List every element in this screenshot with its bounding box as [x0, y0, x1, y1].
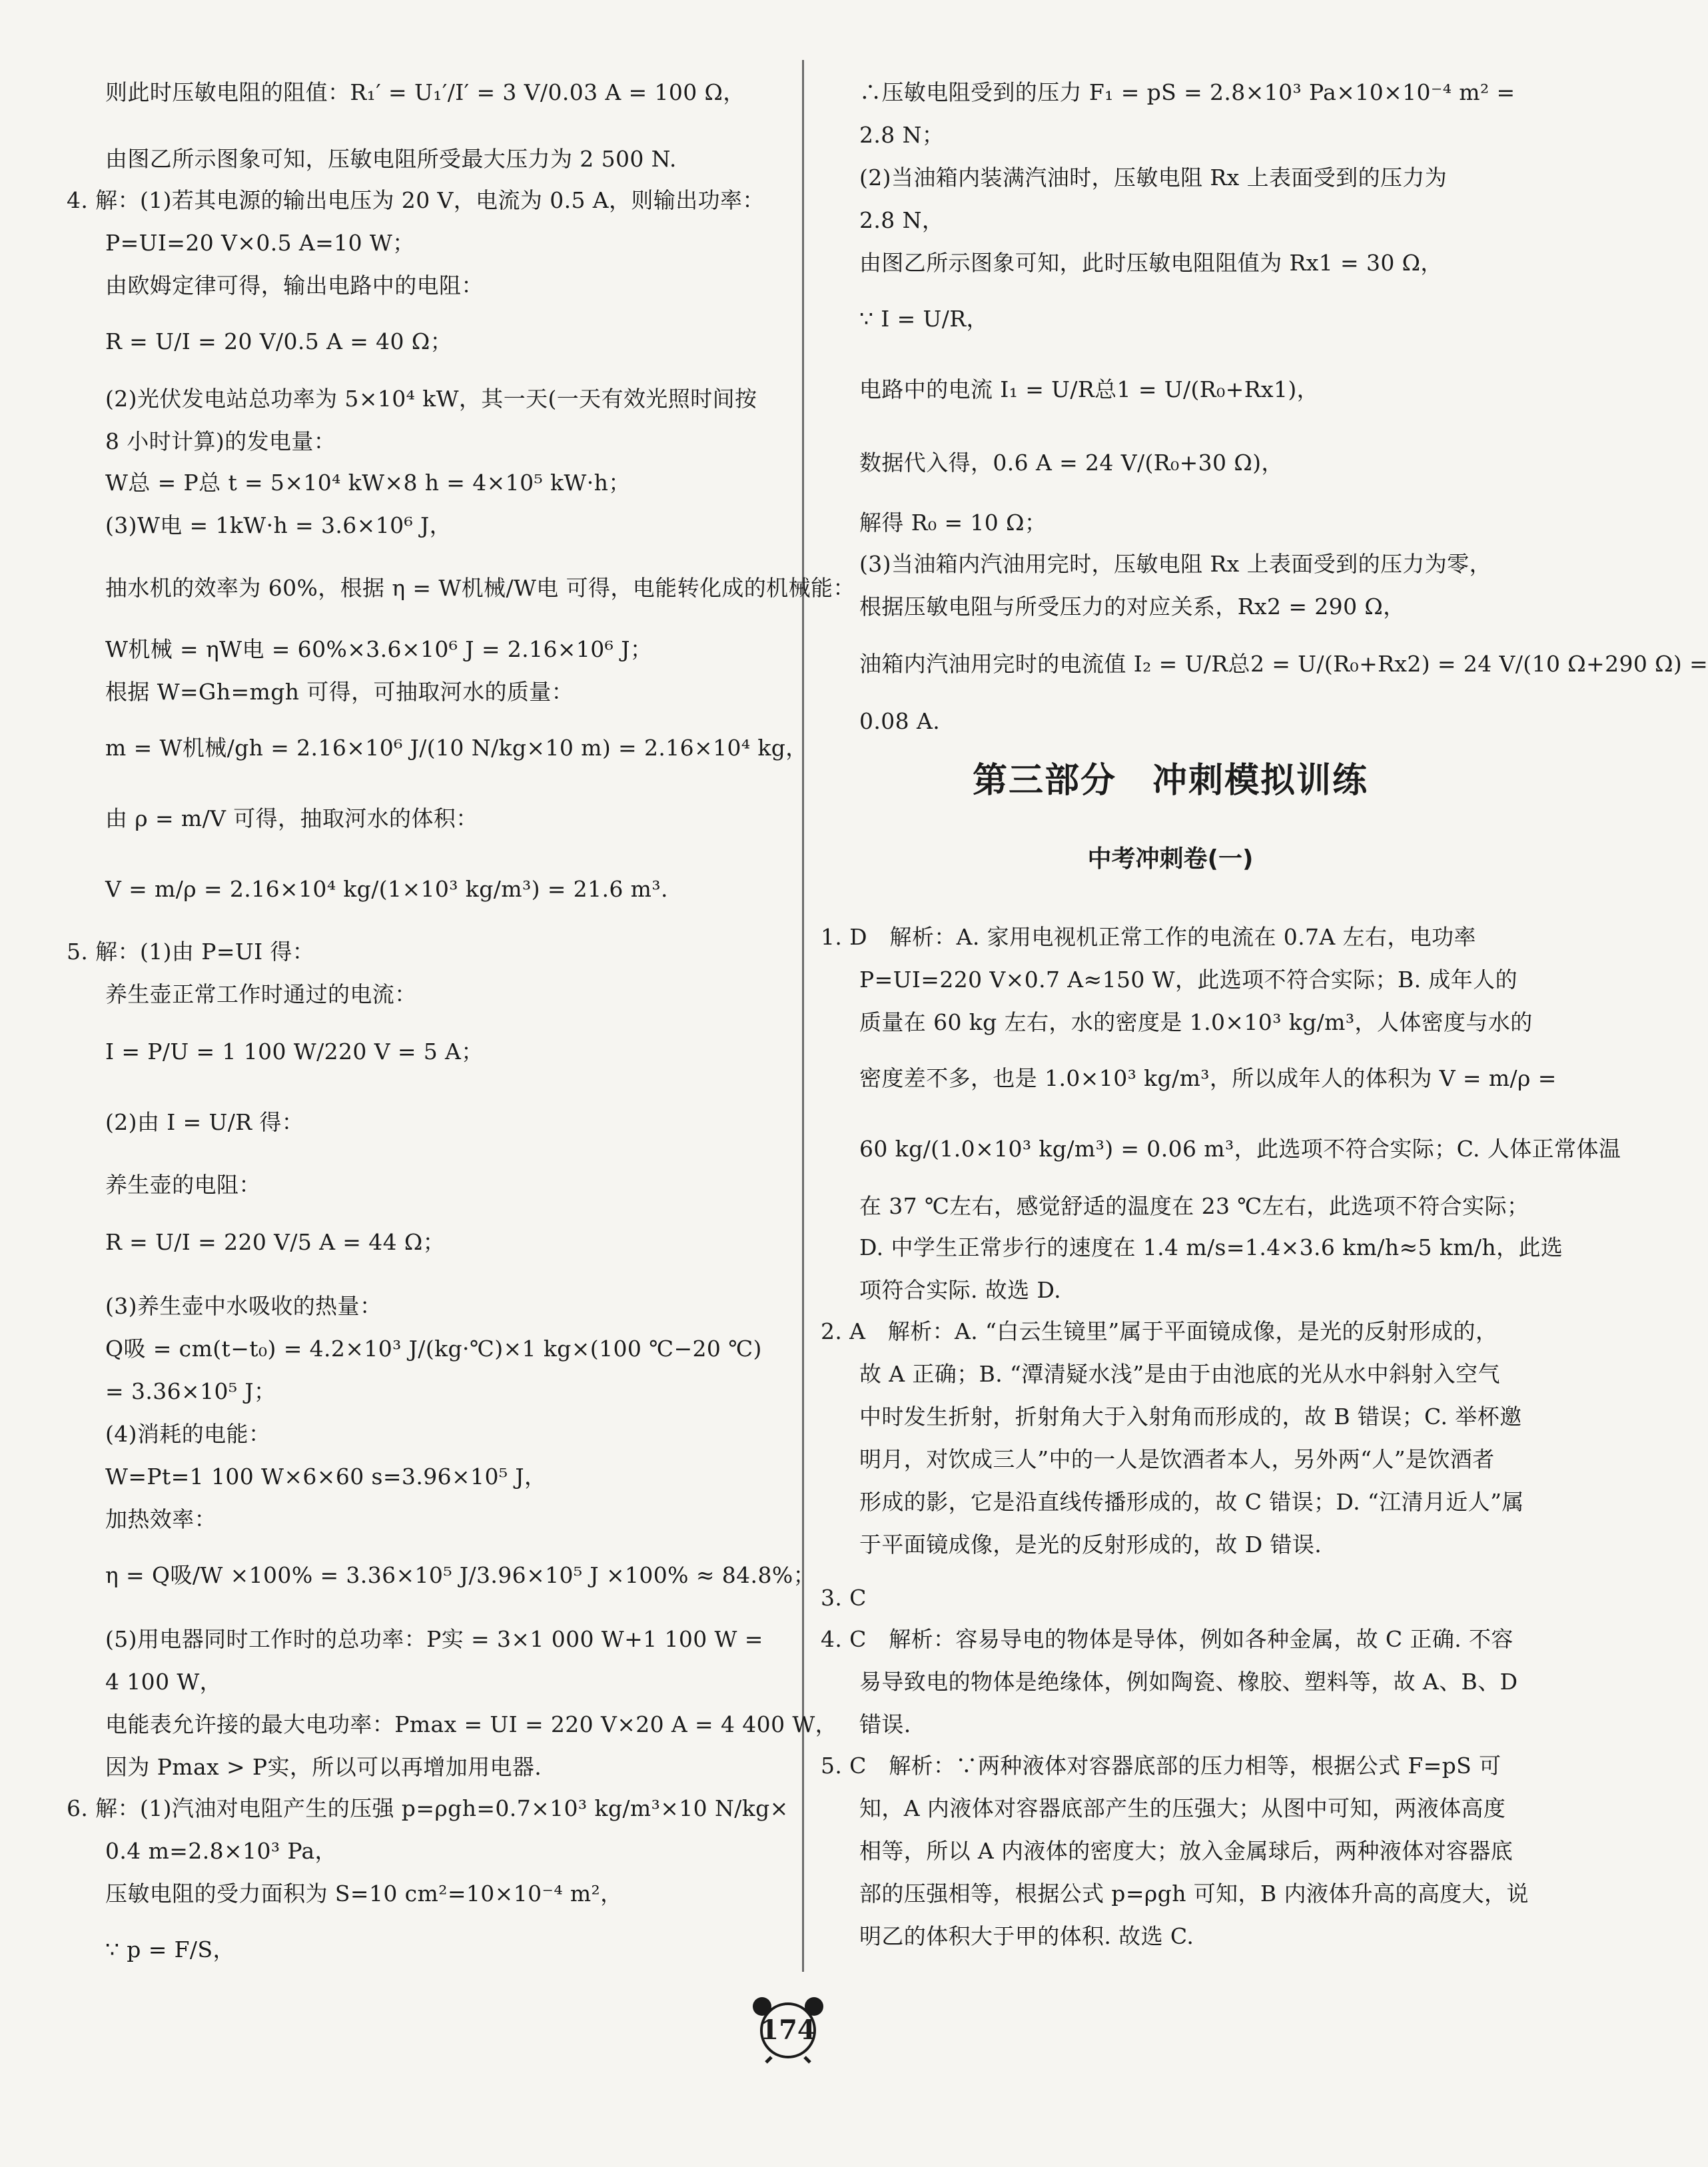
text-line: 2.8 N，	[859, 207, 945, 233]
answer-item: 4. 解：(1)若其电源的输出电压为 20 V，电流为 0.5 A，则输出功率：	[67, 187, 765, 213]
text-line: 养生壶的电阻：	[105, 1172, 261, 1198]
text-line: 中时发生折射，折射角大于入射角而形成的，故 B 错误；C. 举杯邀	[859, 1404, 1522, 1430]
answer-item: 4. C 解析：容易导电的物体是导体，例如各种金属，故 C 正确. 不容	[821, 1626, 1513, 1652]
text-line: 根据 W=Gh=mgh 可得，可抽取河水的质量：	[105, 679, 574, 705]
text-line: 知，A 内液体对容器底部产生的压强大；从图中可知，两液体高度	[859, 1795, 1506, 1821]
text-line: 质量在 60 kg 左右，水的密度是 1.0×10³ kg/m³，人体密度与水的	[859, 1009, 1533, 1035]
text-line: I = P/U = 1 100 W/220 V = 5 A；	[105, 1039, 484, 1065]
text-line: 形成的影，它是沿直线传播形成的，故 C 错误；D. “江清月近人”属	[859, 1489, 1524, 1515]
text-line: P=UI=220 V×0.7 A≈150 W，此选项不符合实际；B. 成年人的	[859, 967, 1517, 993]
text-line: 0.08 A.	[859, 708, 941, 734]
text-line: 由欧姆定律可得，输出电路中的电阻：	[105, 272, 484, 298]
text-line: 数据代入得，0.6 A = 24 V/(R₀+30 Ω)，	[859, 450, 1284, 476]
text-line: m = W机械/gh = 2.16×10⁶ J/(10 N/kg×10 m) = 2.16×10⁴ kg，	[105, 735, 808, 761]
column-divider	[802, 60, 804, 1972]
text-line: (3)W电 = 1kW·h = 3.6×10⁶ J，	[105, 512, 452, 538]
text-line: P=UI=20 V×0.5 A=10 W；	[105, 230, 415, 256]
text-line: 养生壶正常工作时通过的电流：	[105, 981, 417, 1007]
text-line: 故 A 正确；B. “潭清疑水浅”是由于由池底的光从水中斜射入空气	[859, 1361, 1500, 1387]
text-line: 60 kg/(1.0×10³ kg/m³) = 0.06 m³，此选项不符合实际；C. 人体正常体温	[859, 1136, 1621, 1162]
text-line: 0.4 m=2.8×10³ Pa，	[105, 1838, 337, 1864]
text-line: η = Q吸/W ×100% = 3.36×10⁵ J/3.96×10⁵ J ×100% ≈ 84.8%；	[105, 1562, 816, 1588]
text-line: 密度差不多，也是 1.0×10³ kg/m³，所以成年人的体积为 V = m/ρ =	[859, 1065, 1557, 1091]
answer-item: 2. A 解析：A. “白云生镜里”属于平面镜成像，是光的反射形成的，	[821, 1318, 1498, 1344]
text-line: (2)光伏发电站总功率为 5×10⁴ kW，其一天(一天有效光照时间按	[105, 386, 757, 412]
text-line: 项符合实际. 故选 D.	[859, 1277, 1062, 1303]
text-line: W=Pt=1 100 W×6×60 s=3.96×10⁵ J，	[105, 1464, 547, 1490]
text-line: 2.8 N；	[859, 122, 945, 148]
text-line: Q吸 = cm(t−t₀) = 4.2×10³ J/(kg·℃)×1 kg×(100 ℃−20 ℃)	[105, 1336, 762, 1362]
text-line: (3)养生壶中水吸收的热量：	[105, 1293, 382, 1319]
text-line: 明乙的体积大于甲的体积. 故选 C.	[859, 1923, 1194, 1949]
text-line: 由 ρ = m/V 可得，抽取河水的体积：	[105, 805, 478, 831]
text-line: R = U/I = 20 V/0.5 A = 40 Ω；	[105, 328, 452, 354]
text-line: W机械 = ηW电 = 60%×3.6×10⁶ J = 2.16×10⁶ J；	[105, 636, 653, 662]
text-line: ∵ I = U/R，	[859, 306, 989, 332]
text-line: R = U/I = 220 V/5 A = 44 Ω；	[105, 1229, 446, 1255]
text-line: 相等，所以 A 内液体的密度大；放入金属球后，两种液体对容器底	[859, 1838, 1513, 1864]
text-line: 压敏电阻的受力面积为 S=10 cm²=10×10⁻⁴ m²，	[105, 1881, 623, 1907]
text-line: 油箱内汽油用完时的电流值 I₂ = U/R总2 = U/(R₀+Rx2) = 24 V/(10 Ω+290 Ω) =	[859, 651, 1708, 677]
text-line: (5)用电器同时工作时的总功率：P实 = 3×1 000 W+1 100 W =	[105, 1626, 763, 1652]
text-line: 由图乙所示图象可知，压敏电阻所受最大压力为 2 500 N.	[105, 146, 677, 172]
text-line: 易导致电的物体是绝缘体，例如陶瓷、橡胶、塑料等，故 A、B、D	[859, 1669, 1518, 1695]
text-line: = 3.36×10⁵ J；	[105, 1378, 276, 1404]
answer-item: 3. C	[821, 1585, 867, 1611]
subsection-title: 中考冲刺卷(一)	[1087, 845, 1254, 873]
answer-item: 1. D 解析：A. 家用电视机正常工作的电流在 0.7A 左右，电功率	[821, 924, 1476, 950]
text-line: W总 = P总 t = 5×10⁴ kW×8 h = 4×10⁵ kW·h；	[105, 470, 631, 496]
text-line: 电能表允许接的最大电功率：Pmax = UI = 220 V×20 A = 4 400 W，	[105, 1711, 838, 1737]
text-line: 4 100 W，	[105, 1669, 222, 1695]
text-line: 根据压敏电阻与所受压力的对应关系，Rx2 = 290 Ω，	[859, 594, 1406, 620]
text-line: 电路中的电流 I₁ = U/R总1 = U/(R₀+Rx1)，	[859, 376, 1320, 402]
text-line: 8 小时计算)的发电量：	[105, 428, 336, 454]
text-line: 抽水机的效率为 60%，根据 η = W机械/W电 可得，电能转化成的机械能：	[105, 575, 855, 601]
text-line: (3)当油箱内汽油用完时，压敏电阻 Rx 上表面受到的压力为零，	[859, 551, 1492, 577]
text-line: 在 37 ℃左右，感觉舒适的温度在 23 ℃左右，此选项不符合实际；	[859, 1193, 1529, 1219]
text-line: 明月，对饮成三人”中的一人是饮酒者本人，另外两“人”是饮酒者	[859, 1446, 1495, 1472]
text-line: (2)当油箱内装满汽油时，压敏电阻 Rx 上表面受到的压力为	[859, 165, 1448, 191]
text-line: 于平面镜成像，是光的反射形成的，故 D 错误.	[859, 1531, 1322, 1557]
text-line: ∴压敏电阻受到的压力 F₁ = pS = 2.8×10³ Pa×10×10⁻⁴ m² =	[859, 79, 1515, 105]
answer-item: 6. 解：(1)汽油对电阻产生的压强 p=ρgh=0.7×10³ kg/m³×10 N/kg×	[67, 1795, 789, 1821]
answer-item: 5. 解：(1)由 P=UI 得：	[67, 939, 315, 965]
text-line: 错误.	[859, 1711, 911, 1737]
text-line: 加热效率：	[105, 1506, 216, 1532]
text-line: 因为 Pmax > P实，所以可以再增加用电器.	[105, 1754, 542, 1780]
text-line: 则此时压敏电阻的阻值：R₁′ = U₁′/I′ = 3 V/0.03 A = 100 Ω，	[105, 79, 745, 105]
text-line: 由图乙所示图象可知，此时压敏电阻阻值为 Rx1 = 30 Ω，	[859, 250, 1443, 276]
text-line: 部的压强相等，根据公式 p=ρgh 可知，B 内液体升高的高度大，说	[859, 1881, 1529, 1907]
answer-item: 5. C 解析：∵两种液体对容器底部的压力相等，根据公式 F=pS 可	[821, 1753, 1501, 1779]
text-line: ∵ p = F/S，	[105, 1937, 235, 1962]
text-line: V = m/ρ = 2.16×10⁴ kg/(1×10³ kg/m³) = 21.6 m³.	[105, 876, 668, 902]
page-number-badge	[746, 1992, 830, 2064]
text-line: (2)由 I = U/R 得：	[105, 1109, 304, 1135]
section-title: 第三部分 冲刺模拟训练	[972, 761, 1368, 801]
text-line: 解得 R₀ = 10 Ω；	[859, 510, 1047, 536]
text-line: D. 中学生正常步行的速度在 1.4 m/s=1.4×3.6 km/h≈5 km/h，此选	[859, 1234, 1563, 1260]
text-line: (4)消耗的电能：	[105, 1421, 271, 1447]
page-number: 174	[760, 2014, 816, 2046]
